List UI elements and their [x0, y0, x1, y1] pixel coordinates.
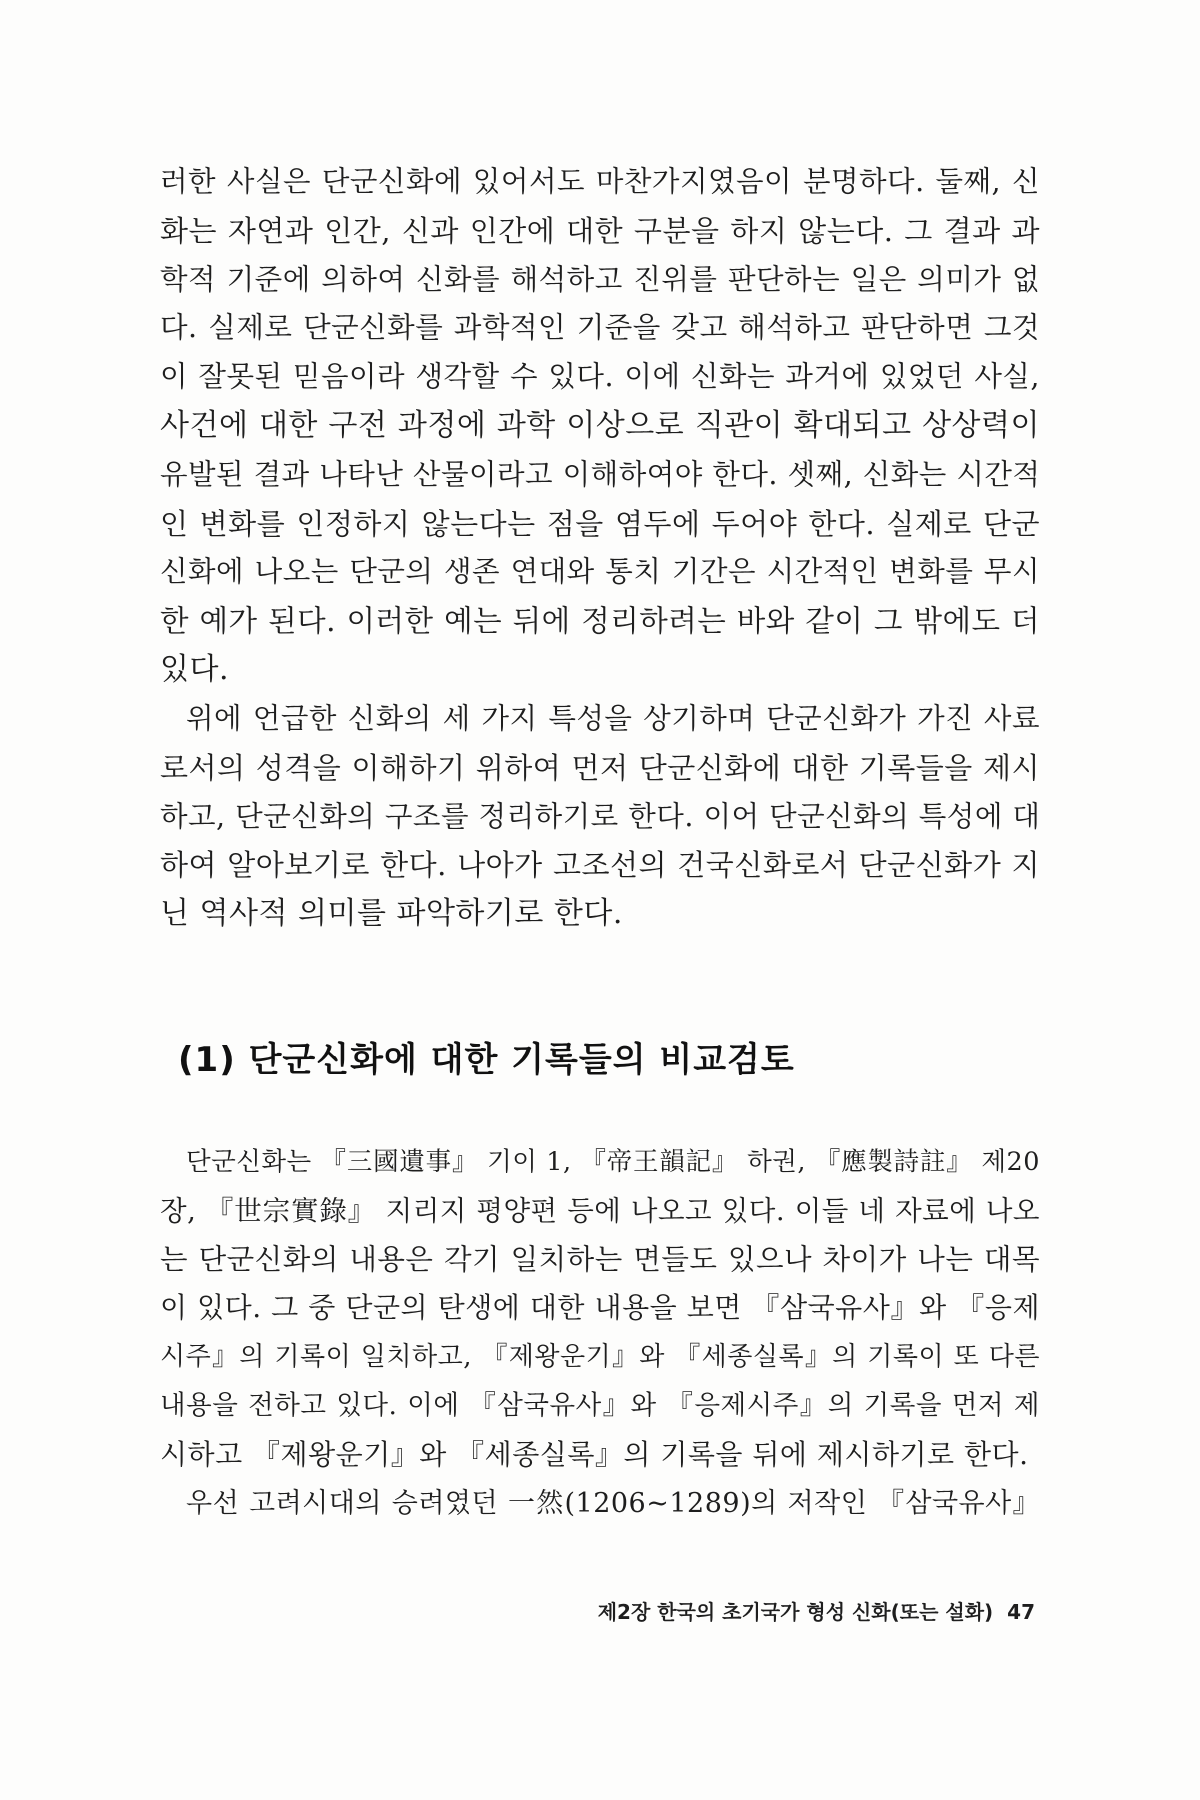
- text-line: 닌 역사적 의미를 파악하기로 한다.: [160, 896, 623, 932]
- text-line: 시주』의 기록이 일치하고, 『제왕운기』와 『세종실록』의 기록이 또 다른: [160, 1342, 1040, 1373]
- paragraph-2: [160, 695, 1040, 939]
- text-line: 단군신화는 『三國遺事』 기이 1, 『帝王韻記』 하권, 『應製詩註』 제20: [186, 1147, 1040, 1177]
- text-line: 로서의 성격을 이해하기 위하여 먼저 단군신화에 대한 기록들을 제시: [160, 750, 1040, 785]
- paragraph-3: [160, 1138, 1040, 1480]
- text-line: 사건에 대한 구전 과정에 과학 이상으로 직관이 확대되고 상상력이: [160, 407, 1040, 443]
- text-line: 위에 언급한 신화의 세 가지 특성을 상기하며 단군신화가 가진 사료: [186, 702, 1040, 735]
- text-line: 한 예가 된다. 이러한 예는 뒤에 정리하려는 바와 같이 그 밖에도 더: [160, 604, 1040, 639]
- text-line: 우선 고려시대의 승려였던 一然(1206~1289)의 저작인 『삼국유사』: [186, 1488, 1040, 1519]
- text-line: 화는 자연과 인간, 신과 인간에 대한 구분을 하지 않는다. 그 결과 과: [160, 213, 1040, 248]
- text-line: 신화에 나오는 단군의 생존 연대와 통치 기간은 시간적인 변화를 무시: [160, 555, 1040, 589]
- running-title: 제2장 한국의 초기국가 형성 신화(또는 설화): [597, 1600, 994, 1624]
- text-line: 인 변화를 인정하지 않는다는 점을 염두에 두어야 한다. 실제로 단군: [160, 506, 1040, 541]
- text-line: 장, 『世宗實錄』 지리지 평양편 등에 나오고 있다. 이들 네 자료에 나오: [160, 1194, 1040, 1227]
- paragraph-1: [160, 158, 1040, 695]
- text-line: 시하고 『제왕운기』와 『세종실록』의 기록을 뒤에 제시하기로 한다.: [160, 1437, 1029, 1471]
- paragraph-4: [160, 1480, 1040, 1529]
- text-line: 내용을 전하고 있다. 이에 『삼국유사』와 『응제시주』의 기록을 먼저 제: [160, 1389, 1040, 1421]
- page-footer: [598, 1596, 1035, 1625]
- text-line: 는 단군신화의 내용은 각기 일치하는 면들도 있으나 차이가 나는 대목: [160, 1242, 1040, 1276]
- text-line: 하고, 단군신화의 구조를 정리하기로 한다. 이어 단군신화의 특성에 대: [160, 799, 1041, 833]
- text-line: 하여 알아보기로 한다. 나아가 고조선의 건국신화로서 단군신화가 지: [160, 848, 1040, 883]
- section-heading: (1) 단군신화에 대한 기록들의 비교검토: [178, 1040, 795, 1080]
- text-line: 러한 사실은 단군신화에 있어서도 마찬가지였음이 분명하다. 둘째, 신: [160, 165, 1040, 198]
- page-number: 47: [1007, 1600, 1035, 1624]
- text-line: 학적 기준에 의하여 신화를 해석하고 진위를 판단하는 일은 의미가 없: [160, 262, 1040, 296]
- text-line: 다. 실제로 단군신화를 과학적인 기준을 갖고 해석하고 판단하면 그것: [160, 311, 1040, 345]
- text-line: 이 있다. 그 중 단군의 탄생에 대한 내용을 보면 『삼국유사』와 『응제: [160, 1291, 1040, 1325]
- text-line: 이 잘못된 믿음이라 생각할 수 있다. 이에 신화는 과거에 있었던 사실,: [160, 360, 1040, 394]
- text-line: 유발된 결과 나타난 산물이라고 이해하여야 한다. 셋째, 신화는 시간적: [160, 457, 1041, 491]
- text-line: 있다.: [160, 651, 229, 687]
